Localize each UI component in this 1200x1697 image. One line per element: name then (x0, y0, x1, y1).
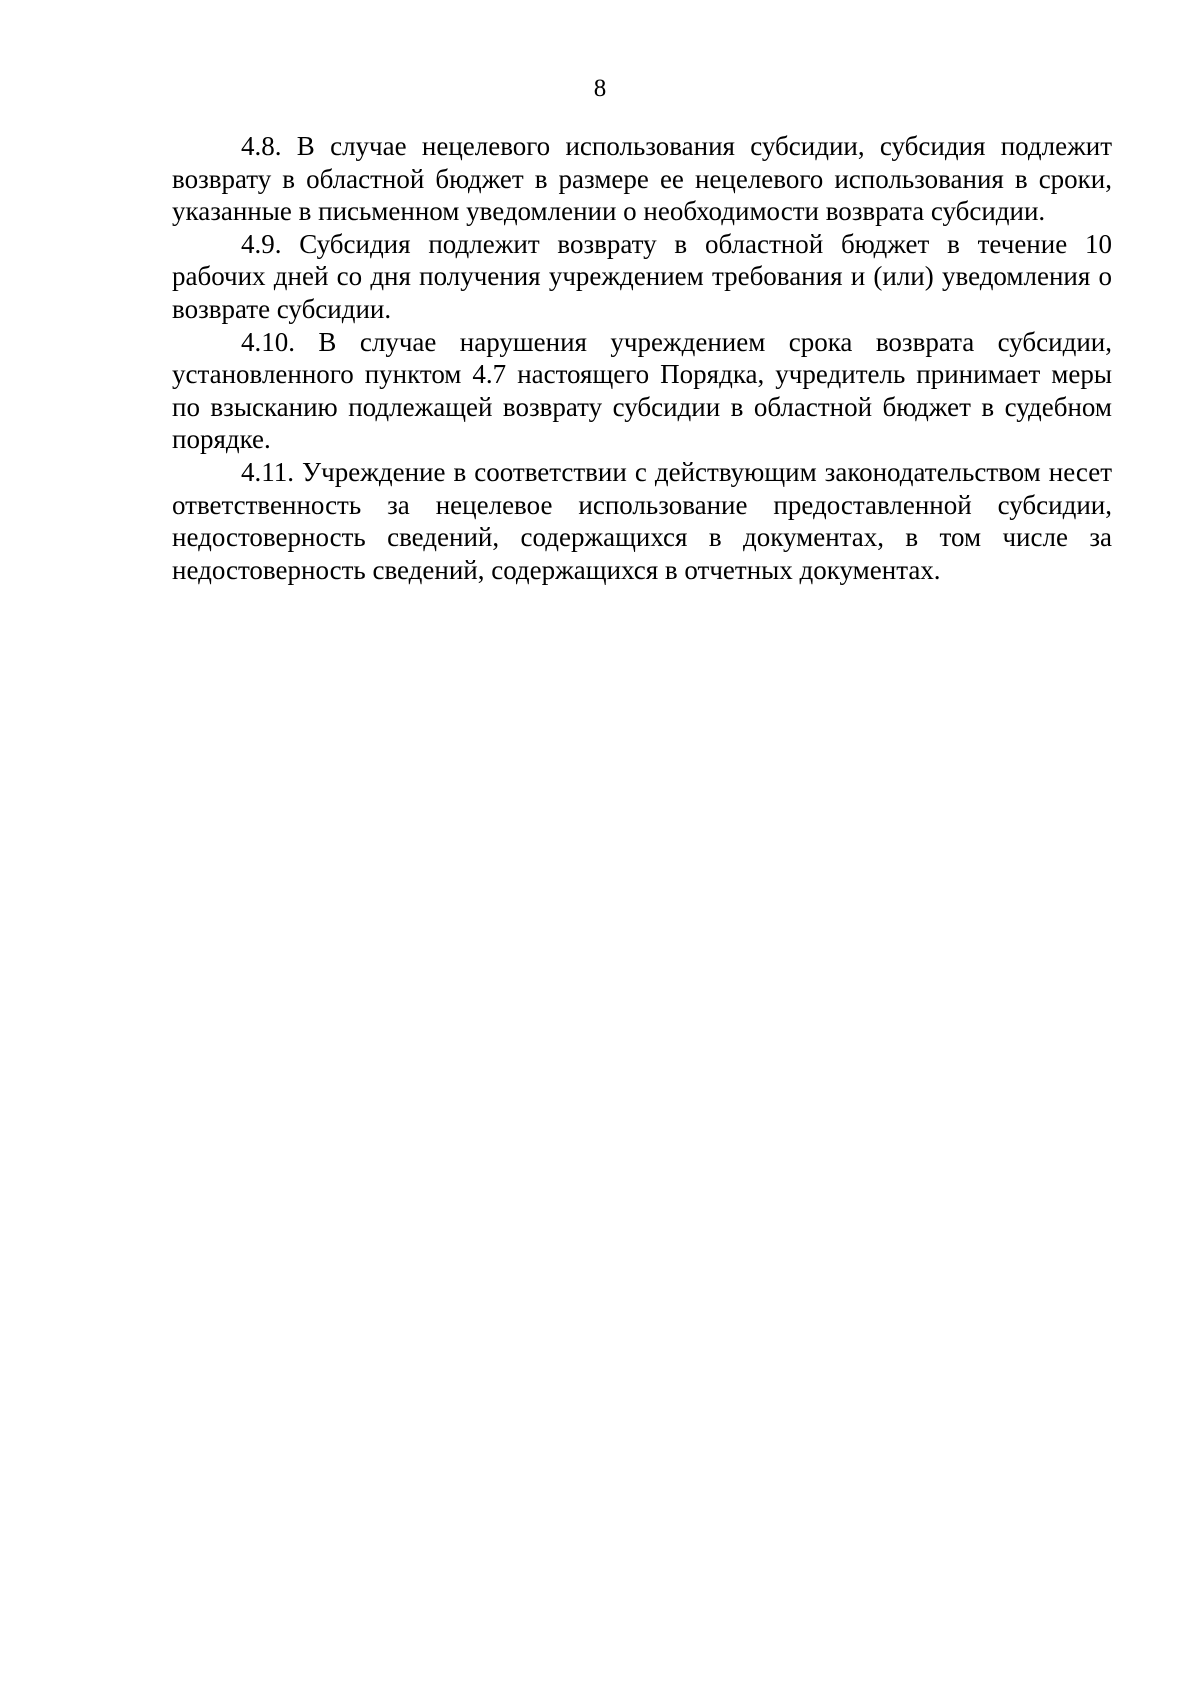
paragraph-4-8: 4.8. В случае нецелевого использования субсидии, субсидия подлежит возврату в областной бюджет в размере ее нецелевого использования в сроки, указанные в письменном уведомлении о необходимости возврата субсидии. (172, 131, 1112, 227)
paragraph-4-9: 4.9. Субсидия подлежит возврату в областной бюджет в течение 10 рабочих дней со дня получения учреждением требования и (или) уведомления о возврате субсидии. (172, 228, 1112, 324)
page-number: 8 (593, 75, 607, 102)
paragraph-4-10: 4.10. В случае нарушения учреждением срока возврата субсидии, установленного пунктом 4.7 настоящего Порядка, учредитель принимает меры по взысканию подлежащей возврату субсидии в областной бюджет в судебном порядке. (172, 326, 1112, 455)
paragraph-4-11: 4.11. Учреждение в соответствии с действующим законодательством несет ответственность за нецелевое использование предоставленной субсидии, недостоверность сведений, содержащихся в документах, в том числе за недостоверность сведений, содержащихся в отчетных документах. (172, 456, 1112, 585)
document-body (172, 130, 1112, 586)
